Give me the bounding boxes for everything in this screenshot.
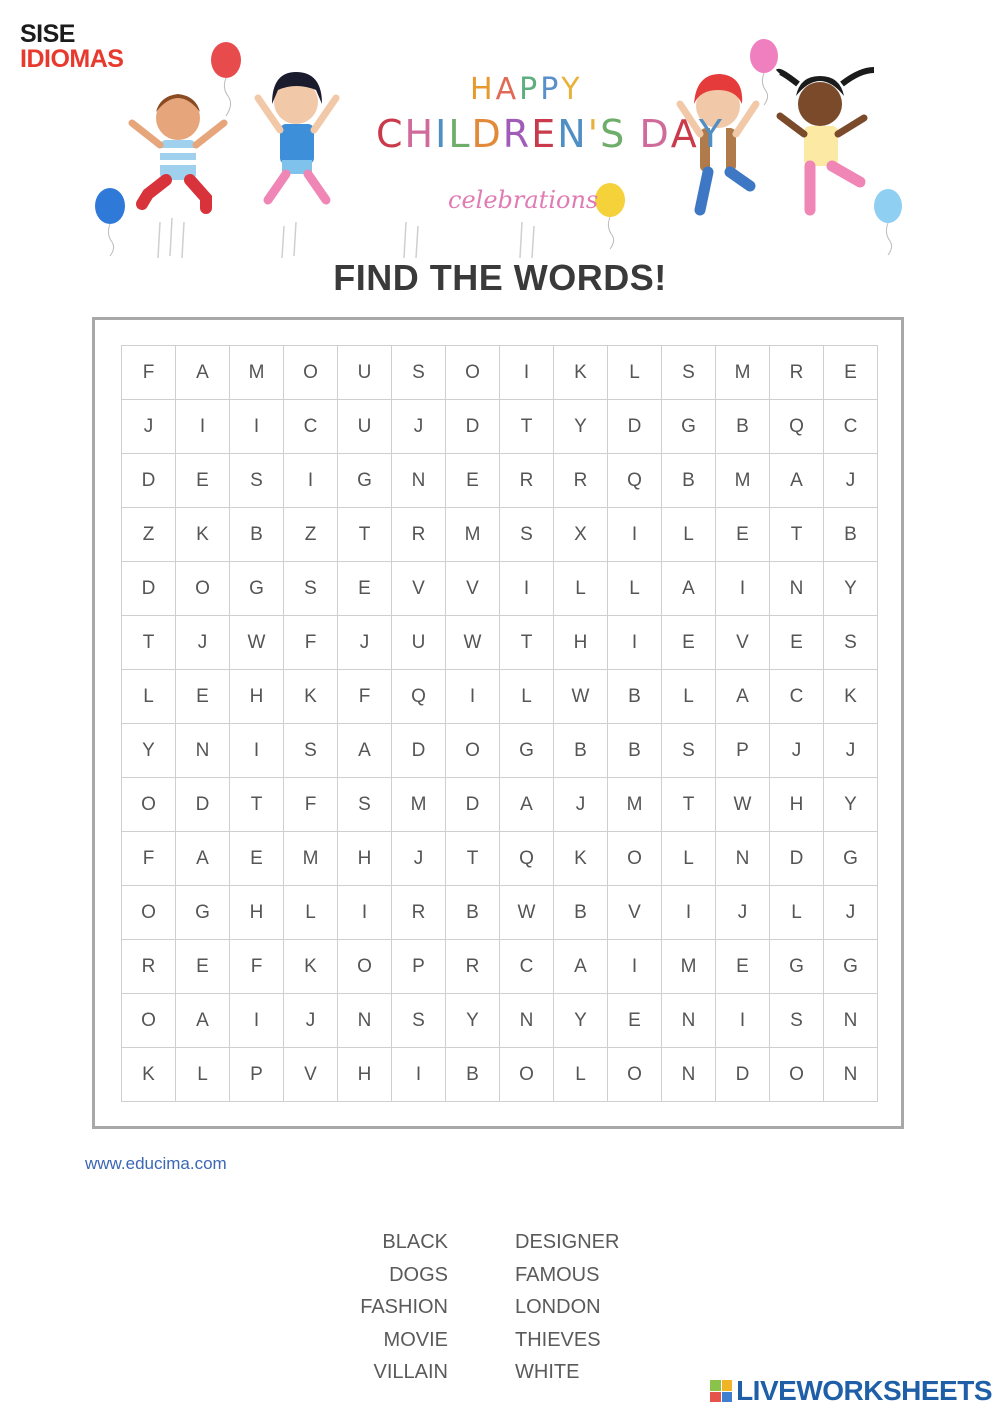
grid-cell[interactable]: M [716, 346, 770, 400]
grid-cell[interactable]: R [122, 940, 176, 994]
grid-cell[interactable]: E [176, 670, 230, 724]
grid-cell[interactable]: J [392, 400, 446, 454]
word-item: DOGS [389, 1263, 448, 1286]
grid-cell[interactable]: G [176, 886, 230, 940]
grid-cell[interactable]: Y [824, 778, 878, 832]
grid-cell[interactable]: S [824, 616, 878, 670]
word-item: LONDON [515, 1296, 601, 1318]
grid-cell[interactable]: K [824, 670, 878, 724]
grid-cell[interactable]: J [392, 832, 446, 886]
grid-cell[interactable]: P [230, 1048, 284, 1102]
grid-cell[interactable]: L [770, 886, 824, 940]
grid-cell[interactable]: D [122, 562, 176, 616]
grid-cell[interactable]: J [176, 616, 230, 670]
grid-cell[interactable]: M [446, 508, 500, 562]
grid-cell[interactable]: A [500, 778, 554, 832]
grid-cell[interactable]: I [230, 724, 284, 778]
grid-cell[interactable]: O [770, 1048, 824, 1102]
grid-cell[interactable]: A [176, 994, 230, 1048]
word-item: BLACK [382, 1231, 448, 1253]
grid-cell[interactable]: Z [284, 508, 338, 562]
grid-cell[interactable]: U [392, 616, 446, 670]
grid-cell[interactable]: D [716, 1048, 770, 1102]
grid-cell[interactable]: B [716, 400, 770, 454]
grid-cell[interactable]: H [554, 616, 608, 670]
grid-cell[interactable]: E [716, 508, 770, 562]
grid-cell[interactable]: Q [770, 400, 824, 454]
word-list-right [515, 1226, 619, 1389]
grid-cell[interactable]: G [824, 940, 878, 994]
grid-cell[interactable]: F [122, 346, 176, 400]
brand-line1: SISE [20, 20, 75, 48]
grid-cell[interactable]: J [284, 994, 338, 1048]
grid-cell[interactable]: I [338, 886, 392, 940]
grid-cell[interactable]: N [824, 1048, 878, 1102]
grid-cell[interactable]: V [392, 562, 446, 616]
grid-cell[interactable]: J [716, 886, 770, 940]
grid-cell[interactable]: M [392, 778, 446, 832]
grid-cell[interactable]: O [122, 778, 176, 832]
grid-cell[interactable]: J [338, 616, 392, 670]
grid-cell[interactable]: B [824, 508, 878, 562]
grid-cell[interactable]: E [770, 616, 824, 670]
grid-cell[interactable]: H [338, 832, 392, 886]
grid-cell[interactable]: G [662, 400, 716, 454]
grid-cell[interactable]: O [446, 724, 500, 778]
grid-cell[interactable]: Q [608, 454, 662, 508]
word-item: MOVIE [383, 1328, 448, 1351]
grid-cell[interactable]: V [608, 886, 662, 940]
grid-cell[interactable]: E [338, 562, 392, 616]
grid-cell[interactable]: P [392, 940, 446, 994]
grid-cell[interactable]: O [122, 886, 176, 940]
grid-cell[interactable]: N [662, 1048, 716, 1102]
website-link[interactable]: www.educima.com [85, 1154, 227, 1173]
grid-cell[interactable]: I [500, 346, 554, 400]
grid-cell[interactable]: B [230, 508, 284, 562]
grid-cell[interactable]: I [608, 508, 662, 562]
grid-cell[interactable]: L [608, 346, 662, 400]
grid-cell[interactable]: A [554, 940, 608, 994]
grid-cell[interactable]: T [500, 616, 554, 670]
grid-cell[interactable]: T [122, 616, 176, 670]
grid-cell[interactable]: S [338, 778, 392, 832]
grid-cell[interactable]: X [554, 508, 608, 562]
balloon-red-icon [211, 42, 241, 116]
grid-cell[interactable]: V [446, 562, 500, 616]
grid-cell[interactable]: C [500, 940, 554, 994]
grid-cell[interactable]: J [122, 400, 176, 454]
grid-cell[interactable]: D [446, 400, 500, 454]
grid-cell[interactable]: I [716, 994, 770, 1048]
grid-cell[interactable]: Y [122, 724, 176, 778]
balloon-pink-icon [750, 39, 778, 105]
grid-cell[interactable]: R [446, 940, 500, 994]
balloon-blue-icon [95, 188, 125, 256]
liveworksheets-icon [710, 1380, 732, 1402]
grid-cell[interactable]: D [446, 778, 500, 832]
grid-cell[interactable]: E [608, 994, 662, 1048]
grid-cell[interactable]: K [122, 1048, 176, 1102]
grid-cell[interactable]: I [446, 670, 500, 724]
grid-cell[interactable]: N [824, 994, 878, 1048]
grid-cell[interactable]: C [284, 400, 338, 454]
grid-cell[interactable]: C [824, 400, 878, 454]
grid-cell[interactable]: S [392, 994, 446, 1048]
grid-cell[interactable]: R [392, 508, 446, 562]
grid-cell[interactable]: G [500, 724, 554, 778]
grid-cell[interactable]: T [662, 778, 716, 832]
childrens-day-title: CHILDREN'S DAY [376, 112, 724, 156]
grid-cell[interactable]: I [176, 400, 230, 454]
grid-cell[interactable]: F [122, 832, 176, 886]
grid-cell[interactable]: H [770, 778, 824, 832]
kid-girl-blue-icon [258, 72, 336, 200]
grid-cell[interactable]: B [662, 454, 716, 508]
grid-cell[interactable]: I [230, 400, 284, 454]
grid-cell[interactable]: H [230, 670, 284, 724]
word-item: VILLAIN [373, 1361, 448, 1383]
grid-cell[interactable]: J [824, 454, 878, 508]
grid-cell[interactable]: J [824, 724, 878, 778]
grid-cell[interactable]: I [230, 994, 284, 1048]
kid-boy-striped-icon [132, 94, 224, 208]
grid-cell[interactable]: J [770, 724, 824, 778]
kid-girl-pigtails-icon [778, 70, 874, 210]
grid-cell[interactable]: L [122, 670, 176, 724]
grid-cell[interactable]: L [176, 1048, 230, 1102]
grid-cell[interactable]: Y [824, 562, 878, 616]
grid-cell[interactable]: K [284, 940, 338, 994]
grid-cell[interactable]: N [662, 994, 716, 1048]
grid-cell[interactable]: D [770, 832, 824, 886]
grid-cell[interactable]: I [662, 886, 716, 940]
grid-cell[interactable]: O [338, 940, 392, 994]
grid-cell[interactable]: O [500, 1048, 554, 1102]
grid-cell[interactable]: G [338, 454, 392, 508]
grid-cell[interactable]: S [284, 724, 338, 778]
grid-cell[interactable]: W [446, 616, 500, 670]
word-search-grid [121, 345, 878, 1102]
grid-cell[interactable]: Z [122, 508, 176, 562]
grid-cell[interactable]: O [284, 346, 338, 400]
word-item: WHITE [515, 1361, 580, 1383]
grid-cell[interactable]: R [554, 454, 608, 508]
grid-cell[interactable]: R [500, 454, 554, 508]
grid-cell[interactable]: O [608, 1048, 662, 1102]
grid-cell[interactable]: B [554, 886, 608, 940]
grid-cell[interactable]: O [122, 994, 176, 1048]
grid-cell[interactable]: E [824, 346, 878, 400]
grid-cell[interactable]: O [446, 346, 500, 400]
grid-cell[interactable]: N [176, 724, 230, 778]
grid-cell[interactable]: Y [554, 400, 608, 454]
grid-cell[interactable]: P [716, 724, 770, 778]
grid-cell[interactable]: I [392, 1048, 446, 1102]
grid-cell[interactable]: O [608, 832, 662, 886]
grid-cell[interactable]: W [500, 886, 554, 940]
grid-cell[interactable]: K [284, 670, 338, 724]
grid-cell[interactable]: O [176, 562, 230, 616]
grid-cell[interactable]: T [338, 508, 392, 562]
grid-cell[interactable]: H [230, 886, 284, 940]
grid-cell[interactable]: I [608, 616, 662, 670]
grid-cell[interactable]: I [500, 562, 554, 616]
grid-cell[interactable]: F [230, 940, 284, 994]
grid-cell[interactable]: D [176, 778, 230, 832]
grid-cell[interactable]: N [500, 994, 554, 1048]
grid-cell[interactable]: L [662, 508, 716, 562]
grid-cell[interactable]: U [338, 346, 392, 400]
page-title: FIND THE WORDS! [333, 257, 667, 298]
grid-cell[interactable]: D [608, 400, 662, 454]
grid-cell[interactable]: N [770, 562, 824, 616]
grid-cell[interactable]: B [446, 1048, 500, 1102]
grid-cell[interactable]: S [662, 346, 716, 400]
grid-cell[interactable]: A [770, 454, 824, 508]
grid-cell[interactable]: I [284, 454, 338, 508]
grid-cell[interactable]: N [392, 454, 446, 508]
grid-cell[interactable]: U [338, 400, 392, 454]
grid-cell[interactable]: G [770, 940, 824, 994]
grid-cell[interactable]: J [554, 778, 608, 832]
brand-line2: IDIOMAS [20, 45, 124, 73]
grid-cell[interactable]: E [716, 940, 770, 994]
grid-cell[interactable]: Y [446, 994, 500, 1048]
grid-cell[interactable]: S [284, 562, 338, 616]
grid-cell[interactable]: A [716, 670, 770, 724]
grid-cell[interactable]: B [608, 670, 662, 724]
grid-cell[interactable]: T [500, 400, 554, 454]
grid-cell[interactable]: J [824, 886, 878, 940]
word-item: FASHION [360, 1296, 448, 1318]
grid-cell[interactable]: C [770, 670, 824, 724]
grid-cell[interactable]: S [500, 508, 554, 562]
grid-cell[interactable]: W [230, 616, 284, 670]
grid-cell[interactable]: L [554, 562, 608, 616]
grid-cell[interactable]: N [338, 994, 392, 1048]
grid-cell[interactable]: M [716, 454, 770, 508]
grid-cell[interactable]: M [608, 778, 662, 832]
grid-cell[interactable]: S [230, 454, 284, 508]
grid-cell[interactable]: L [608, 562, 662, 616]
grid-cell[interactable]: A [176, 832, 230, 886]
grid-cell[interactable]: M [662, 940, 716, 994]
grid-cell[interactable]: E [662, 616, 716, 670]
word-item: DESIGNER [515, 1231, 620, 1253]
grid-cell[interactable]: L [500, 670, 554, 724]
grid-cell[interactable]: A [338, 724, 392, 778]
grid-cell[interactable]: D [122, 454, 176, 508]
celebrations-subtitle: celebrations [448, 186, 599, 214]
grid-cell[interactable]: E [176, 940, 230, 994]
balloon-lightblue-icon [874, 189, 902, 255]
grid-cell[interactable]: W [716, 778, 770, 832]
grid-cell[interactable]: G [824, 832, 878, 886]
grid-cell[interactable]: N [716, 832, 770, 886]
grid-cell[interactable]: S [392, 346, 446, 400]
grid-cell[interactable]: F [284, 778, 338, 832]
grid-cell[interactable]: G [230, 562, 284, 616]
grid-cell[interactable]: K [554, 346, 608, 400]
word-list-left [360, 1226, 448, 1389]
grid-cell[interactable]: V [716, 616, 770, 670]
grid-cell[interactable]: T [446, 832, 500, 886]
liveworksheets-text: LIVEWORKSHEETS [736, 1375, 992, 1406]
grid-cell[interactable]: B [554, 724, 608, 778]
grid-cell[interactable]: A [176, 346, 230, 400]
grid-cell[interactable]: F [338, 670, 392, 724]
grid-cell[interactable]: Y [554, 994, 608, 1048]
grid-cell[interactable]: T [770, 508, 824, 562]
grid-cell[interactable]: R [392, 886, 446, 940]
grid-cell[interactable]: V [284, 1048, 338, 1102]
grid-cell[interactable]: Q [500, 832, 554, 886]
grid-cell[interactable]: Q [392, 670, 446, 724]
grid-cell[interactable]: M [230, 346, 284, 400]
grid-cell[interactable]: L [662, 670, 716, 724]
grid-cell[interactable]: W [554, 670, 608, 724]
grid-cell[interactable]: S [770, 994, 824, 1048]
grid-cell[interactable]: E [230, 832, 284, 886]
liveworksheets-logo [710, 1375, 992, 1407]
word-item: FAMOUS [515, 1263, 600, 1286]
grid-cell[interactable]: F [284, 616, 338, 670]
grid-cell[interactable]: D [392, 724, 446, 778]
grid-cell[interactable]: R [770, 346, 824, 400]
grid-cell[interactable]: B [446, 886, 500, 940]
grid-cell[interactable]: M [284, 832, 338, 886]
motion-lines [158, 218, 534, 258]
grid-cell[interactable]: K [554, 832, 608, 886]
grid-cell[interactable]: I [716, 562, 770, 616]
grid-cell[interactable]: I [608, 940, 662, 994]
grid-cell[interactable]: B [608, 724, 662, 778]
grid-cell[interactable]: H [338, 1048, 392, 1102]
grid-cell[interactable]: L [284, 886, 338, 940]
grid-cell[interactable]: L [662, 832, 716, 886]
grid-cell[interactable]: E [176, 454, 230, 508]
balloon-yellow-icon [595, 183, 625, 249]
grid-cell[interactable]: T [230, 778, 284, 832]
grid-cell[interactable]: K [176, 508, 230, 562]
grid-cell[interactable]: E [446, 454, 500, 508]
grid-cell[interactable]: S [662, 724, 716, 778]
word-item: THIEVES [515, 1328, 601, 1351]
happy-title: HAPPY [470, 72, 583, 107]
grid-cell[interactable]: L [554, 1048, 608, 1102]
grid-cell[interactable]: A [662, 562, 716, 616]
